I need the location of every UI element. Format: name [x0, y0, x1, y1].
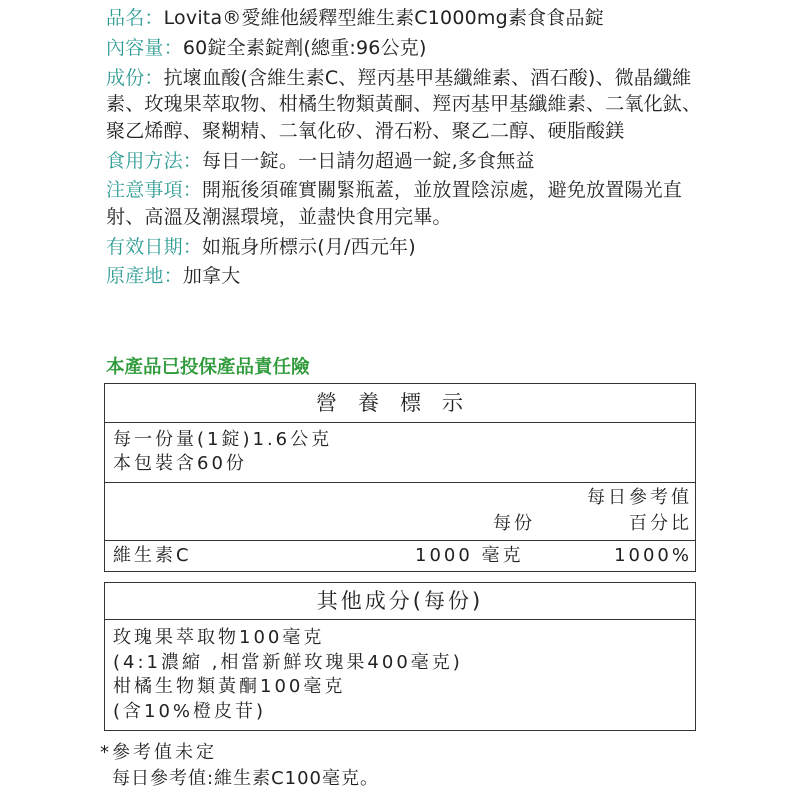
col-per-serving: 每份 [493, 513, 535, 534]
info-value: 每日一錠。一日請勿超過一錠,多食無益 [202, 149, 535, 172]
info-origin [106, 263, 706, 290]
info-label: 品名： [106, 7, 164, 29]
info-label: 食用方法： [106, 149, 203, 172]
info-value: 如瓶身所標示(月/西元年) [202, 235, 416, 258]
footnote-line1: *參考值未定 [100, 742, 217, 763]
col-daily-value-line1: 每日參考值 [587, 487, 692, 508]
info-label: 內容量： [106, 36, 183, 59]
other-ingredients-title: 其他成分(每份) [105, 583, 696, 620]
other-ingredient-line: (含10%橙皮苷) [113, 700, 267, 722]
info-label: 成份： [106, 66, 164, 89]
other-ingredient-line: 玫瑰果萃取物100毫克 [113, 627, 325, 648]
info-value: 抗壞血酸(含維生素C、羥丙基甲基纖維素、酒石酸)、微晶纖維素、玫瑰果萃取物、柑橘生物類黃酮、羥丙基甲基纖維素、二氧化鈦、聚乙烯醇、聚糊精、二氧化矽、滑石粉、聚乙二醇、硬脂酸鎂 [106, 66, 702, 142]
info-net-content [106, 35, 706, 62]
info-expiry [106, 234, 706, 261]
nutrient-row [105, 541, 696, 572]
footnote [100, 740, 379, 792]
info-label: 注意事項： [106, 179, 203, 202]
other-ingredients-table [104, 582, 696, 731]
other-ingredient-line: (4:1濃縮 ,相當新鮮玫瑰果400毫克) [113, 651, 463, 673]
info-label: 原產地： [106, 265, 183, 288]
info-value: 加拿大 [182, 265, 241, 288]
footnote-line2: 每日參考值:維生素C100毫克。 [112, 768, 379, 789]
serving-size: 每一份量(1錠)1.6公克 [113, 429, 333, 450]
serving-info [105, 423, 696, 483]
nutrient-daily-value: 1000% [614, 545, 692, 566]
info-product-name [106, 5, 706, 32]
info-value: 60錠全素錠劑(總重:96公克) [182, 36, 427, 59]
nutrition-column-header [105, 483, 696, 541]
info-value: Lovita®愛維他緩釋型維生素C1000mg素食食品錠 [163, 7, 604, 29]
col-daily-value-line2: 百分比 [629, 513, 692, 534]
info-value: 開瓶後須確實關緊瓶蓋，並放置陰涼處，避免放置陽光直射、高溫及潮濕環境，並盡快食用完畢。 [106, 179, 683, 228]
other-ingredients-body [105, 620, 696, 731]
info-label: 有效日期： [106, 235, 203, 258]
nutrient-name: 維生素C [113, 545, 192, 566]
info-cautions [106, 177, 706, 230]
other-ingredient-line: 柑橘生物類黃酮100毫克 [113, 676, 346, 697]
servings-per-pack: 本包裝含60份 [113, 453, 247, 474]
insurance-notice: 本產品已投保產品責任險 [106, 357, 310, 378]
product-info [106, 5, 706, 293]
info-usage [106, 148, 706, 175]
nutrition-table-title: 營養標示 [105, 384, 696, 423]
nutrition-facts-table [104, 383, 696, 572]
info-ingredients [106, 65, 706, 145]
nutrient-amount: 1000 毫克 [415, 545, 524, 566]
